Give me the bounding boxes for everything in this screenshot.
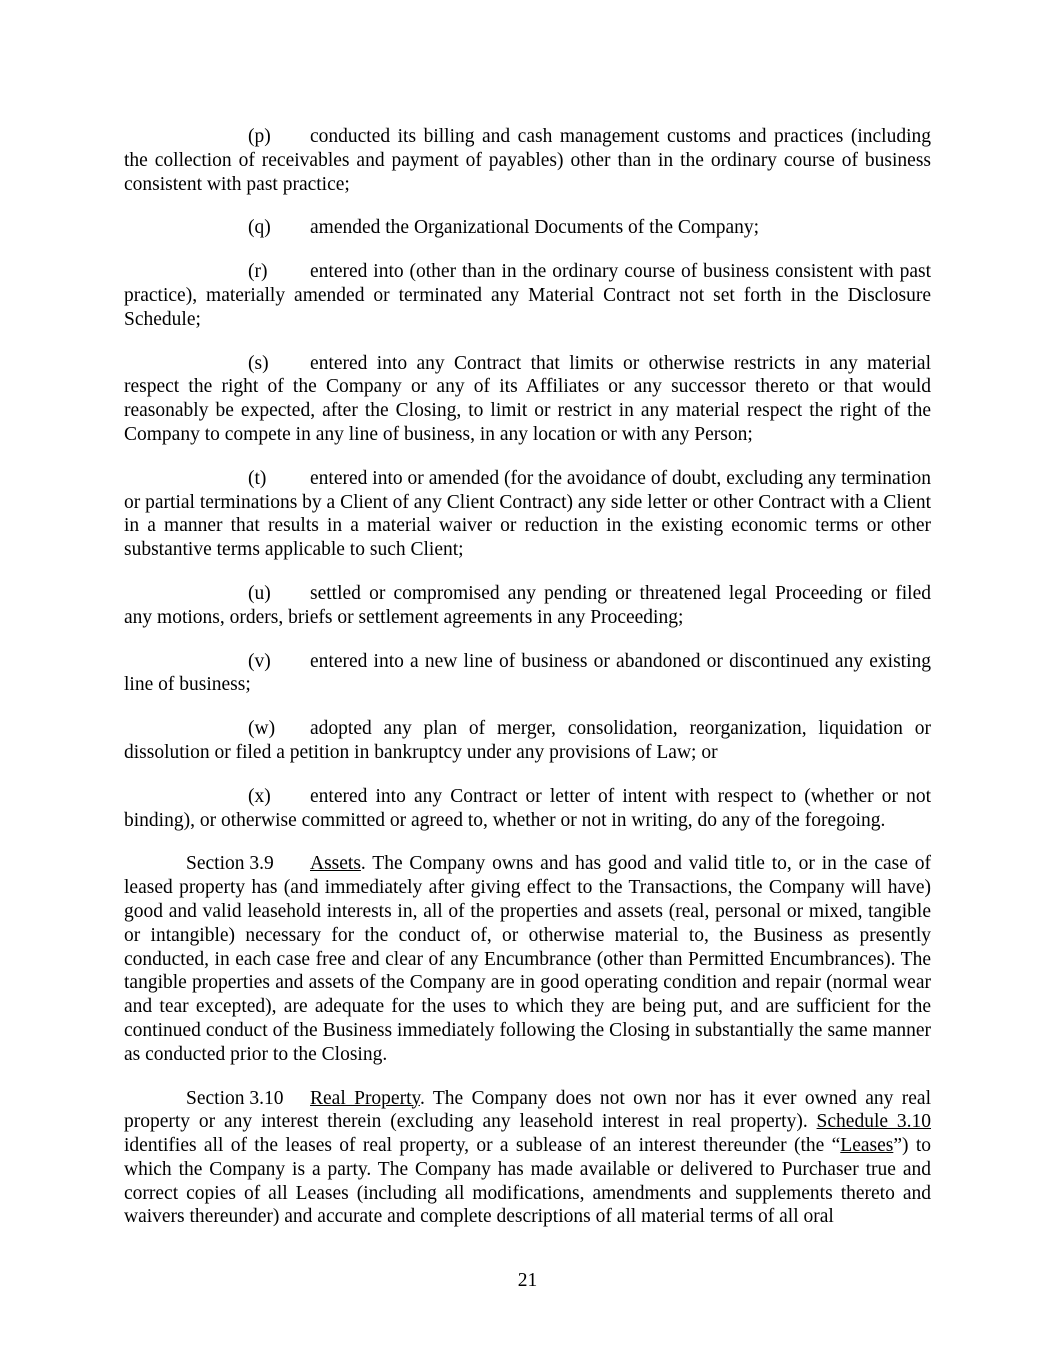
- clause-text: adopted any plan of merger, consolidation, reorganization, liquidation or dissolution or filed a petition in bankruptcy under any provisions of Law; or: [124, 718, 931, 763]
- defined-term-leases: Leases: [840, 1135, 894, 1157]
- section-body-part-3: ”) to which the Company is a party. The Company has made available or delivered to Purchaser true and correct copies of all Leases (including all modifications, amendments and supplements thereto and waivers thereunder) and accurate and complete descriptions of all material terms of all oral: [124, 1135, 931, 1228]
- clause-v: [124, 650, 931, 698]
- clause-text: conducted its billing and cash management customs and practices (including the collection of receivables and payment of payables) other than in the ordinary course of business consistent with past practice;: [124, 126, 931, 195]
- clause-q: [124, 216, 931, 240]
- clause-marker: (x): [248, 785, 271, 807]
- clause-text: entered into or amended (for the avoidance of doubt, excluding any termination or partial terminations by a Client of any Client Contract) any side letter or other Contract with a Client in a manner that results in a material waiver or reduction in the existing economic terms or other substantive terms applicable to such Client;: [124, 467, 931, 561]
- clause-marker: (r): [248, 261, 268, 283]
- clause-text: settled or compromised any pending or threatened legal Proceeding or filed any motions, orders, briefs or settlement agreements in any Proceeding;: [124, 582, 931, 628]
- section-number: Section 3.10: [186, 1087, 284, 1109]
- section-body-part-1: . The Company does not own nor has it ever owned any real property or any interest therein (excluding any leasehold interest in real property).: [124, 1087, 932, 1133]
- clause-marker: (v): [248, 650, 271, 672]
- clause-marker: (w): [248, 718, 276, 740]
- clause-x: [124, 785, 931, 833]
- clause-w: [124, 717, 931, 765]
- clause-marker: (s): [248, 352, 269, 374]
- section-number: Section 3.9: [186, 853, 274, 875]
- page-number: 21: [517, 1270, 538, 1291]
- clause-text: entered into a new line of business or abandoned or discontinued any existing line of business;: [124, 650, 931, 696]
- clause-s: [124, 352, 931, 447]
- clause-text: entered into any Contract or letter of intent with respect to (whether or not binding), or otherwise committed or agreed to, whether or not in writing, do any of the foregoing.: [124, 785, 931, 831]
- section-3-10-real-property: [124, 1087, 931, 1230]
- section-3-9-assets: [124, 852, 931, 1066]
- clause-text: entered into (other than in the ordinary course of business consistent with past practice), materially amended or terminated any Material Contract not set forth in the Disclosure Schedule;: [124, 261, 931, 330]
- clause-text: amended the Organizational Documents of the Company;: [310, 217, 760, 239]
- section-title: Assets: [310, 853, 361, 875]
- clause-u: [124, 582, 931, 630]
- document-page: [124, 125, 931, 1249]
- section-title: Real Property: [310, 1087, 420, 1109]
- clause-p: [124, 125, 931, 196]
- section-body-part-2: identifies all of the leases of real property, or a sublease of an interest thereunder (the “: [124, 1135, 841, 1157]
- clause-marker: (t): [248, 467, 267, 489]
- clause-r: [124, 260, 931, 331]
- clause-text: entered into any Contract that limits or otherwise restricts in any material respect the right of the Company or any of its Affiliates or any successor thereto or that would reasonably be expected, after the Closing, to limit or restrict in any material respect the right of the Company to compete in any line of business, in any location or with any Person;: [124, 352, 931, 445]
- clause-marker: (u): [248, 582, 271, 604]
- clause-marker: (p): [248, 126, 271, 147]
- section-body: . The Company owns and has good and valid title to, or in the case of leased property has (and immediately after giving effect to the Transactions, the Company will have) good and valid leasehold interests in, all of the properties and assets (real, personal or mixed, tangible or intangible) necessary for the conduct of, or otherwise material to, the Business as presently conducted, in each case free and clear of any Encumbrance (other than Permitted Encumbrances). The tangible properties and assets of the Company are in good operating condition and repair (normal wear and tear excepted), are adequate for the uses to which they are being put, and are sufficient for the continued conduct of the Business immediately following the Closing in substantially the same manner as conducted prior to the Closing.: [124, 853, 931, 1065]
- clause-marker: (q): [248, 217, 271, 239]
- schedule-reference: Schedule 3.10: [816, 1111, 931, 1133]
- clause-t: [124, 467, 931, 562]
